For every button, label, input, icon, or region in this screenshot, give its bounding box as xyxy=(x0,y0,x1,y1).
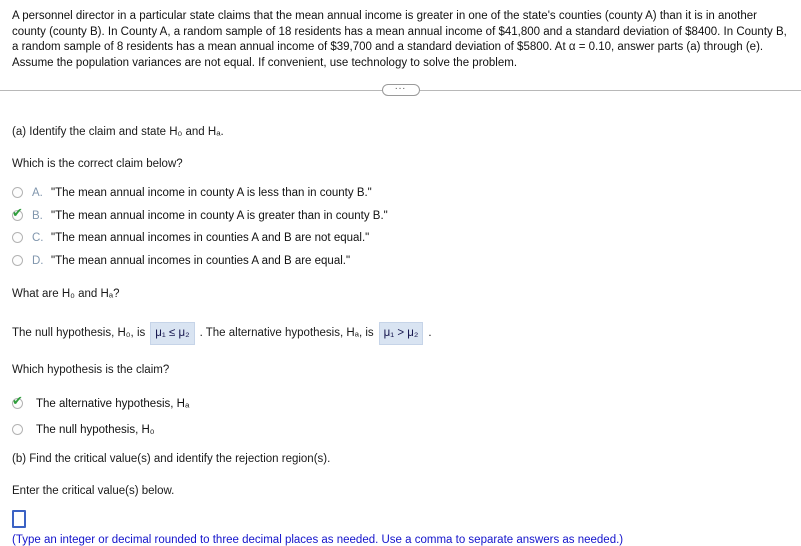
claim-option-d[interactable] xyxy=(12,254,789,269)
radio-wrap xyxy=(12,392,24,410)
alternative-hypothesis-answer-box[interactable]: μ₁ > μ₂ xyxy=(379,322,424,345)
radio-wrap xyxy=(12,187,24,199)
option-letter: B. xyxy=(32,209,43,222)
option-text: "The mean annual incomes in counties A and B are equal." xyxy=(51,254,351,267)
null-hypothesis-prefix: The null hypothesis, H₀, is xyxy=(12,326,146,339)
claim-option-b[interactable] xyxy=(12,204,789,224)
option-text: The alternative hypothesis, Hₐ xyxy=(36,397,190,410)
radio-wrap xyxy=(12,424,24,436)
radio-button-icon[interactable] xyxy=(12,187,23,198)
question-panel xyxy=(0,9,801,546)
option-letter: D. xyxy=(32,254,44,267)
problem-statement: A personnel director in a particular state claims that the mean annual income is greater in one of the state's counties (county A) than it is in another county (county B). In County A, a random sample of 18 residents has a mean annual income of $41,800 and a standard deviation of $8400. In County B, a random sample of 8 residents has a mean annual income of $39,700 and a standard deviation of $5800. At α = 0.10, answer parts (a) through (e). Assume the population variances are not equal. If convenient, use technology to solve the problem. xyxy=(12,10,787,69)
radio-wrap xyxy=(12,204,24,222)
divider-toggle-button[interactable] xyxy=(382,81,420,96)
which-claim-option-null[interactable] xyxy=(12,423,789,438)
hypotheses-question: What are H₀ and Hₐ? xyxy=(12,287,120,300)
claim-question: Which is the correct claim below? xyxy=(12,158,183,170)
radio-button-icon[interactable] xyxy=(12,424,23,435)
section-divider xyxy=(0,81,801,102)
check-icon: ✔ xyxy=(12,392,23,408)
which-claim-option-alternative[interactable] xyxy=(12,392,789,412)
sentence-period: . xyxy=(428,326,432,339)
option-text: The null hypothesis, H₀ xyxy=(36,423,155,436)
answer-format-hint: (Type an integer or decimal rounded to three decimal places as needed. Use a comma to separate answers as needed.) xyxy=(12,533,624,546)
option-text: "The mean annual income in county A is greater than in county B." xyxy=(51,209,388,222)
claim-option-a[interactable] xyxy=(12,186,789,201)
option-text: "The mean annual incomes in counties A and B are not equal." xyxy=(51,232,370,244)
claim-option-c[interactable] xyxy=(12,231,789,246)
hypotheses-statement xyxy=(12,322,789,345)
radio-button-icon[interactable] xyxy=(12,232,23,243)
radio-button-icon[interactable] xyxy=(12,255,23,266)
ellipsis-icon: ... xyxy=(394,81,407,92)
which-claim-question: Which hypothesis is the claim? xyxy=(12,363,170,376)
option-letter: A. xyxy=(32,187,43,199)
radio-wrap xyxy=(12,232,24,244)
null-hypothesis-answer-box[interactable]: μ₁ ≤ μ₂ xyxy=(150,322,194,345)
critical-value-input[interactable] xyxy=(12,510,26,528)
alternative-hypothesis-prefix: . The alternative hypothesis, Hₐ, is xyxy=(199,326,374,339)
part-a-heading: (a) Identify the claim and state H₀ and Hₐ. xyxy=(12,126,224,138)
radio-wrap xyxy=(12,255,24,267)
part-b-heading: (b) Find the critical value(s) and identify the rejection region(s). xyxy=(12,452,331,465)
claim-option-group xyxy=(12,186,789,269)
which-claim-option-group xyxy=(12,392,789,438)
critical-value-prompt: Enter the critical value(s) below. xyxy=(12,484,175,497)
option-letter: C. xyxy=(32,232,44,244)
check-icon: ✔ xyxy=(12,204,23,220)
option-text: "The mean annual income in county A is less than in county B." xyxy=(51,187,372,199)
